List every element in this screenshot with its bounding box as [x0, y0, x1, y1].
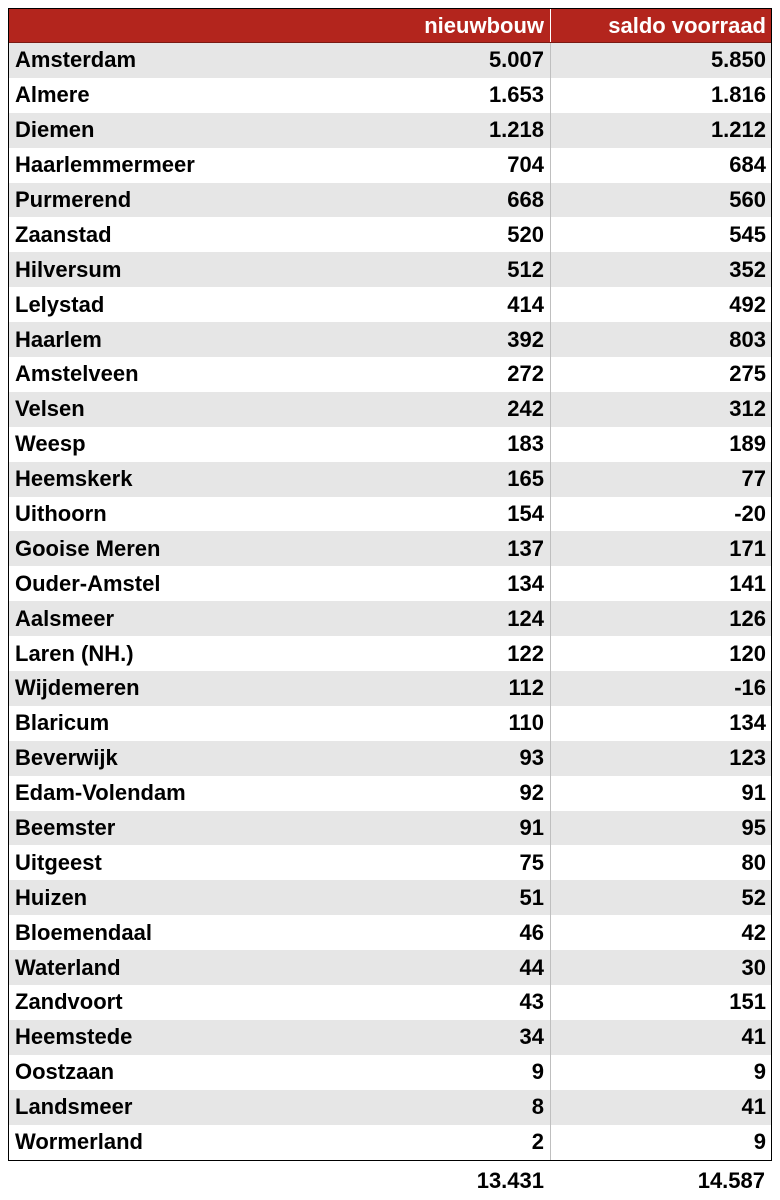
saldo-voorraad-cell: -20 [734, 501, 766, 527]
saldo-voorraad-cell: 126 [729, 605, 766, 631]
table-row [9, 427, 771, 462]
nieuwbouw-cell: 668 [321, 183, 551, 218]
nieuwbouw-cell: 520 [321, 217, 551, 252]
municipality-cell: Diemen [15, 117, 95, 143]
table-row [9, 392, 771, 427]
municipality-cell: Haarlemmermeer [15, 152, 195, 178]
nieuwbouw-cell: 414 [321, 287, 551, 322]
municipality-cell: Lelystad [15, 291, 105, 317]
saldo-voorraad-cell: 275 [729, 361, 766, 387]
municipality-cell: Uitgeest [15, 849, 102, 875]
saldo-voorraad-cell: 803 [729, 326, 766, 352]
table-header-row [9, 9, 771, 43]
housing-table [8, 8, 772, 1199]
nieuwbouw-cell: 9 [321, 1055, 551, 1090]
saldo-voorraad-cell: 151 [729, 989, 766, 1015]
table-row [9, 776, 771, 811]
municipality-cell: Edam-Volendam [15, 780, 186, 806]
municipality-cell: Zaanstad [15, 221, 112, 247]
municipality-cell: Blaricum [15, 710, 110, 736]
nieuwbouw-cell: 5.007 [321, 43, 551, 78]
table-row [9, 497, 771, 532]
municipality-cell: Bloemendaal [15, 919, 152, 945]
table-row [9, 950, 771, 985]
table-row [9, 706, 771, 741]
municipality-cell: Amsterdam [15, 47, 137, 73]
saldo-voorraad-cell: 141 [729, 570, 766, 596]
municipality-cell: Wormerland [15, 1129, 143, 1155]
municipality-cell: Oostzaan [15, 1059, 115, 1085]
nieuwbouw-cell: 46 [321, 915, 551, 950]
municipality-cell: Beemster [15, 815, 116, 841]
municipality-cell: Velsen [15, 396, 85, 422]
table-row [9, 322, 771, 357]
municipality-cell: Amstelveen [15, 361, 139, 387]
nieuwbouw-cell: 512 [321, 252, 551, 287]
municipality-cell: Aalsmeer [15, 605, 115, 631]
nieuwbouw-cell: 124 [321, 601, 551, 636]
table-row [9, 845, 771, 880]
total-saldo-voorraad: 14.587 [697, 1167, 765, 1193]
saldo-voorraad-cell: 492 [729, 291, 766, 317]
saldo-voorraad-cell: 91 [741, 780, 766, 806]
nieuwbouw-cell: 93 [321, 741, 551, 776]
municipality-cell: Purmerend [15, 187, 132, 212]
saldo-voorraad-cell: 77 [741, 466, 766, 492]
table-row [9, 915, 771, 950]
nieuwbouw-cell: 137 [321, 531, 551, 566]
nieuwbouw-cell: 1.653 [321, 78, 551, 113]
municipality-cell: Uithoorn [15, 501, 107, 527]
nieuwbouw-cell: 44 [321, 950, 551, 985]
saldo-voorraad-cell: 352 [729, 256, 766, 282]
nieuwbouw-cell: 154 [321, 497, 551, 532]
nieuwbouw-cell: 2 [321, 1125, 551, 1160]
saldo-voorraad-cell: 52 [741, 884, 766, 910]
nieuwbouw-cell: 392 [321, 322, 551, 357]
table-row [9, 1090, 771, 1125]
saldo-voorraad-cell: 41 [741, 1094, 766, 1120]
table-row [9, 287, 771, 322]
saldo-voorraad-cell: 41 [741, 1024, 766, 1050]
table-row [9, 811, 771, 846]
table-row [9, 566, 771, 601]
saldo-voorraad-cell: 123 [729, 745, 766, 771]
total-nieuwbouw: 13.431 [476, 1167, 544, 1193]
nieuwbouw-cell: 91 [321, 811, 551, 846]
nieuwbouw-cell: 92 [321, 776, 551, 811]
table-row [9, 1020, 771, 1055]
table-row [9, 252, 771, 287]
table-row [9, 357, 771, 392]
table-row [9, 741, 771, 776]
nieuwbouw-cell: 165 [321, 462, 551, 497]
municipality-cell: Wijdemeren [15, 675, 140, 701]
nieuwbouw-cell: 110 [321, 706, 551, 741]
nieuwbouw-cell: 183 [321, 427, 551, 462]
nieuwbouw-cell: 122 [321, 636, 551, 671]
municipality-cell: Zandvoort [15, 989, 123, 1015]
municipality-cell: Laren (NH.) [15, 640, 134, 666]
table-row [9, 985, 771, 1020]
table-row [9, 601, 771, 636]
saldo-voorraad-cell: 120 [729, 640, 766, 666]
municipality-cell: Haarlem [15, 326, 102, 352]
saldo-voorraad-cell: 5.850 [710, 47, 766, 73]
table-row [9, 113, 771, 148]
nieuwbouw-cell: 51 [321, 880, 551, 915]
nieuwbouw-cell: 704 [321, 148, 551, 183]
totals-row [8, 1163, 772, 1199]
saldo-voorraad-cell: 560 [729, 187, 766, 212]
saldo-voorraad-cell: 9 [753, 1129, 766, 1155]
nieuwbouw-cell: 242 [321, 392, 551, 427]
table-row [9, 636, 771, 671]
nieuwbouw-cell: 272 [321, 357, 551, 392]
nieuwbouw-cell: 43 [321, 985, 551, 1020]
header-saldo-voorraad: saldo voorraad [608, 12, 766, 38]
nieuwbouw-cell: 1.218 [321, 113, 551, 148]
table-grid [8, 8, 772, 1161]
saldo-voorraad-cell: 30 [741, 954, 766, 980]
saldo-voorraad-cell: 80 [741, 849, 766, 875]
saldo-voorraad-cell: 171 [729, 535, 766, 561]
municipality-cell: Beverwijk [15, 745, 118, 771]
nieuwbouw-cell: 34 [321, 1020, 551, 1055]
table-row [9, 671, 771, 706]
municipality-cell: Almere [15, 82, 90, 108]
municipality-cell: Heemstede [15, 1024, 133, 1050]
saldo-voorraad-cell: 42 [741, 919, 766, 945]
table-row [9, 78, 771, 113]
table-row [9, 1125, 771, 1160]
saldo-voorraad-cell: 545 [729, 221, 766, 247]
saldo-voorraad-cell: 95 [741, 815, 766, 841]
municipality-cell: Landsmeer [15, 1094, 133, 1120]
municipality-cell: Hilversum [15, 256, 122, 282]
saldo-voorraad-cell: 189 [729, 431, 766, 457]
table-row [9, 43, 771, 78]
municipality-cell: Gooise Meren [15, 535, 161, 561]
municipality-cell: Weesp [15, 431, 86, 457]
nieuwbouw-cell: 134 [321, 566, 551, 601]
table-row [9, 880, 771, 915]
saldo-voorraad-cell: 9 [753, 1059, 766, 1085]
table-row [9, 183, 771, 218]
saldo-voorraad-cell: 1.212 [710, 117, 766, 143]
nieuwbouw-cell: 112 [321, 671, 551, 706]
saldo-voorraad-cell: -16 [734, 675, 766, 701]
table-body [9, 43, 771, 1160]
municipality-cell: Waterland [15, 954, 121, 980]
nieuwbouw-cell: 8 [321, 1090, 551, 1125]
header-nieuwbouw: nieuwbouw [321, 9, 551, 42]
nieuwbouw-cell: 75 [321, 845, 551, 880]
table-row [9, 148, 771, 183]
table-row [9, 217, 771, 252]
table-row [9, 462, 771, 497]
table-row [9, 1055, 771, 1090]
saldo-voorraad-cell: 1.816 [710, 82, 766, 108]
municipality-cell: Huizen [15, 884, 88, 910]
saldo-voorraad-cell: 134 [729, 710, 766, 736]
municipality-cell: Heemskerk [15, 466, 133, 492]
table-row [9, 531, 771, 566]
saldo-voorraad-cell: 312 [729, 396, 766, 422]
municipality-cell: Ouder-Amstel [15, 570, 161, 596]
saldo-voorraad-cell: 684 [729, 152, 766, 178]
